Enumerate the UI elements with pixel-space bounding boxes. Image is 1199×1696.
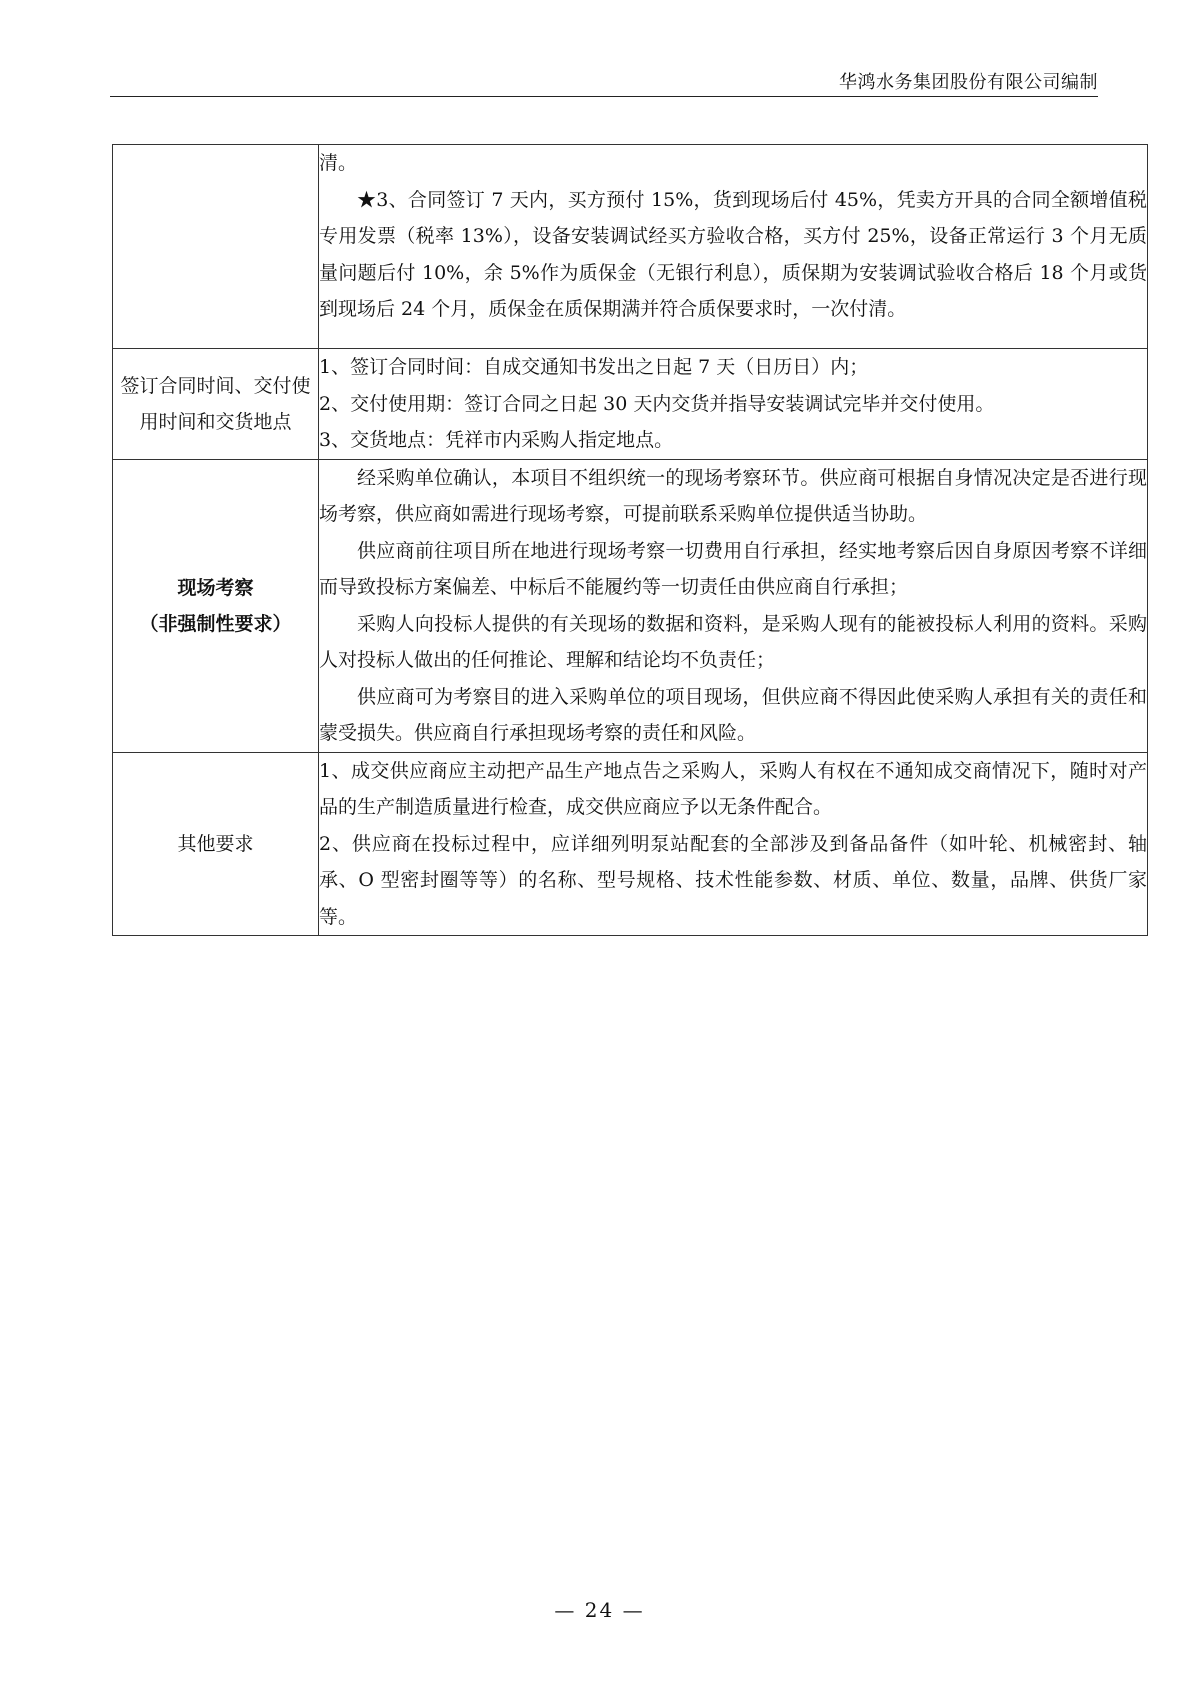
table-row	[113, 459, 1148, 752]
row-label-other: 其他要求	[113, 752, 319, 936]
paragraph: 1、成交供应商应主动把产品生产地点告之采购人，采购人有权在不通知成交商情况下，随时对产品的生产制造质量进行检查，成交供应商应予以无条件配合。	[319, 759, 1147, 818]
row-label-empty	[113, 145, 319, 349]
table-row	[113, 752, 1148, 936]
table-row	[113, 349, 1148, 460]
row-content-payment	[319, 145, 1148, 349]
paragraph: 3、交货地点：凭祥市内采购人指定地点。	[319, 429, 674, 451]
header-title: 华鸿水务集团股份有限公司编制	[839, 72, 1098, 93]
row-label-site-visit	[113, 459, 319, 752]
paragraph: 清。	[319, 152, 358, 174]
paragraph: 2、交付使用期：签订合同之日起 30 天内交货并指导安装调试完毕并交付使用。	[319, 392, 995, 415]
paragraph: 采购人向投标人提供的有关现场的数据和资料，是采购人现有的能被投标人利用的资料。采购人对投标人做出的任何推论、理解和结论均不负责任；	[319, 612, 1147, 671]
table-row	[113, 145, 1148, 349]
paragraph: 供应商可为考察目的进入采购单位的项目现场，但供应商不得因此使采购人承担有关的责任和蒙受损失。供应商自行承担现场考察的责任和风险。	[319, 685, 1147, 744]
site-visit-subtitle: （非强制性要求）	[139, 612, 292, 635]
row-content-contract-time	[319, 349, 1148, 460]
site-visit-title: 现场考察	[177, 576, 254, 599]
page-number: — 24 —	[554, 1598, 645, 1622]
row-content-site-visit	[319, 459, 1148, 752]
paragraph: 2、供应商在投标过程中，应详细列明泵站配套的全部涉及到备品备件（如叶轮、机械密封、轴承、O 型密封圈等等）的名称、型号规格、技术性能参数、材质、单位、数量，品牌、供货厂家等。	[319, 832, 1147, 928]
paragraph: 经采购单位确认，本项目不组织统一的现场考察环节。供应商可根据自身情况决定是否进行现场考察，供应商如需进行现场考察，可提前联系采购单位提供适当协助。	[319, 466, 1147, 525]
row-label-contract-time: 签订合同时间、交付使用时间和交货地点	[113, 349, 319, 460]
paragraph: 供应商前往项目所在地进行现场考察一切费用自行承担，经实地考察后因自身原因考察不详细而导致投标方案偏差、中标后不能履约等一切责任由供应商自行承担；	[319, 539, 1147, 598]
page-header	[110, 68, 1098, 97]
requirements-table	[112, 144, 1148, 936]
paragraph: ★3、合同签订 7 天内，买方预付 15%，货到现场后付 45%，凭卖方开具的合同全额增值税专用发票（税率 13%），设备安装调试经买方验收合格，买方付 25%，设备正常运行 3 个月无质量问题后付 10%，余 5%作为质保金（无银行利息），质保期为安装调试验收合格后 18 个月或货到现场后 24 个月，质保金在质保期满并符合质保要求时，一次付清。	[319, 188, 1147, 320]
row-content-other	[319, 752, 1148, 936]
paragraph: 1、签订合同时间：自成交通知书发出之日起 7 天（日历日）内；	[319, 356, 869, 378]
